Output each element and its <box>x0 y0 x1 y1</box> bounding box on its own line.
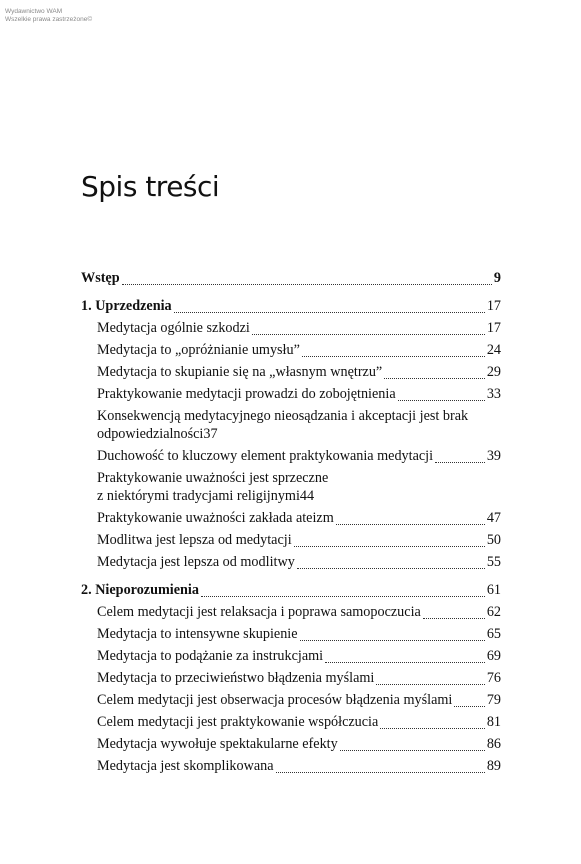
toc-item-label: Medytacja ogólnie szkodzi <box>97 320 250 336</box>
toc-item-page: 47 <box>486 510 501 526</box>
toc-item[interactable] <box>81 339 501 361</box>
toc-item-label: Celem medytacji jest obserwacja procesów błądzenia myślami <box>97 692 453 708</box>
dot-leader <box>380 727 485 729</box>
dot-leader <box>325 661 485 663</box>
toc-item-label: Medytacja to „opróżnianie umysłu” <box>97 342 300 358</box>
toc-item-label: Medytacja jest lepsza od modlitwy <box>97 554 295 570</box>
toc-item-page: 62 <box>486 604 501 620</box>
dot-leader <box>201 595 485 597</box>
toc-item-page: 44 <box>299 488 315 504</box>
toc-item[interactable] <box>81 667 501 689</box>
toc-item[interactable] <box>81 755 501 777</box>
toc-item-page: 29 <box>486 364 501 380</box>
toc-item-page: 89 <box>486 758 501 774</box>
toc-entry-intro[interactable] <box>81 267 501 289</box>
toc-item-label: Medytacja to podążanie za instrukcjami <box>97 648 324 664</box>
dot-leader <box>340 749 485 751</box>
dot-leader <box>384 377 485 379</box>
dot-leader <box>336 523 485 525</box>
dot-leader <box>435 461 485 463</box>
toc-item[interactable] <box>81 361 501 383</box>
dot-leader <box>122 283 492 285</box>
toc-item[interactable] <box>81 507 501 529</box>
toc-item[interactable] <box>81 733 501 755</box>
toc-section-1[interactable] <box>81 295 501 317</box>
toc-section-label: 2. Nieporozumienia <box>81 582 199 598</box>
dot-leader <box>423 617 485 619</box>
dot-leader <box>454 705 484 707</box>
dot-leader <box>276 771 485 773</box>
toc-item-label-line2: odpowiedzialności <box>97 426 204 442</box>
toc-section-label: 1. Uprzedzenia <box>81 298 172 314</box>
watermark <box>5 8 92 24</box>
toc-section-page: 17 <box>486 298 501 314</box>
toc-item[interactable] <box>81 645 501 667</box>
toc-item[interactable] <box>81 407 501 443</box>
toc-item-label: Praktykowanie medytacji prowadzi do zobojętnienia <box>97 386 396 402</box>
toc-item-label: Celem medytacji jest praktykowanie współczucia <box>97 714 379 730</box>
dot-leader <box>300 639 485 641</box>
toc-item-page: 39 <box>486 448 501 464</box>
page-title: Spis treści <box>81 170 220 203</box>
toc-item-page: 55 <box>486 554 501 570</box>
toc-section-2[interactable] <box>81 579 501 601</box>
table-of-contents <box>81 267 501 777</box>
toc-item[interactable] <box>81 601 501 623</box>
dot-leader <box>174 311 485 313</box>
toc-item-label-line2: z niektórymi tradycjami religijnymi <box>97 488 300 504</box>
toc-item-label-line1: Konsekwencją medytacyjnego nieosądzania i akceptacji jest brak <box>97 408 469 424</box>
toc-item-page: 79 <box>486 692 501 708</box>
toc-item-label: Duchowość to kluczowy element praktykowania medytacji <box>97 448 434 464</box>
toc-item-page: 33 <box>486 386 501 402</box>
toc-section-page: 61 <box>486 582 501 598</box>
dot-leader <box>376 683 484 685</box>
toc-item-label: Medytacja to intensywne skupienie <box>97 626 298 642</box>
toc-item-page: 50 <box>486 532 501 548</box>
toc-item[interactable] <box>81 469 501 505</box>
toc-item-page: 81 <box>486 714 501 730</box>
toc-entry-page: 9 <box>493 270 501 286</box>
toc-item-label: Medytacja to skupianie się na „własnym wnętrzu” <box>97 364 383 380</box>
dot-leader <box>294 545 485 547</box>
toc-item-page: 24 <box>486 342 501 358</box>
dot-leader <box>297 567 485 569</box>
toc-item[interactable] <box>81 529 501 551</box>
toc-item-page: 17 <box>486 320 501 336</box>
toc-item[interactable] <box>81 445 501 467</box>
toc-item-label: Medytacja to przeciwieństwo błądzenia myślami <box>97 670 375 686</box>
toc-item-label-line1: Praktykowanie uważności jest sprzeczne <box>97 470 329 486</box>
toc-item-page: 76 <box>486 670 501 686</box>
dot-leader <box>398 399 485 401</box>
toc-item[interactable] <box>81 383 501 405</box>
toc-item-label: Celem medytacji jest relaksacja i poprawa samopoczucia <box>97 604 421 620</box>
toc-item[interactable] <box>81 317 501 339</box>
toc-item-label: Medytacja wywołuje spektakularne efekty <box>97 736 338 752</box>
dot-leader <box>302 355 485 357</box>
toc-item-page: 86 <box>486 736 501 752</box>
toc-entry-label: Wstęp <box>81 270 120 286</box>
toc-item[interactable] <box>81 711 501 733</box>
toc-item-label: Medytacja jest skomplikowana <box>97 758 274 774</box>
toc-item[interactable] <box>81 623 501 645</box>
dot-leader <box>252 333 485 335</box>
toc-item[interactable] <box>81 551 501 573</box>
toc-item-label: Modlitwa jest lepsza od medytacji <box>97 532 292 548</box>
toc-item-page: 65 <box>486 626 501 642</box>
toc-item-page: 69 <box>486 648 501 664</box>
toc-item[interactable] <box>81 689 501 711</box>
toc-item-label: Praktykowanie uważności zakłada ateizm <box>97 510 334 526</box>
watermark-publisher: Wydawnictwo WAM <box>5 8 63 15</box>
watermark-rights: Wszelkie prawa zastrzeżone© <box>5 16 93 23</box>
toc-item-page: 37 <box>203 426 218 442</box>
